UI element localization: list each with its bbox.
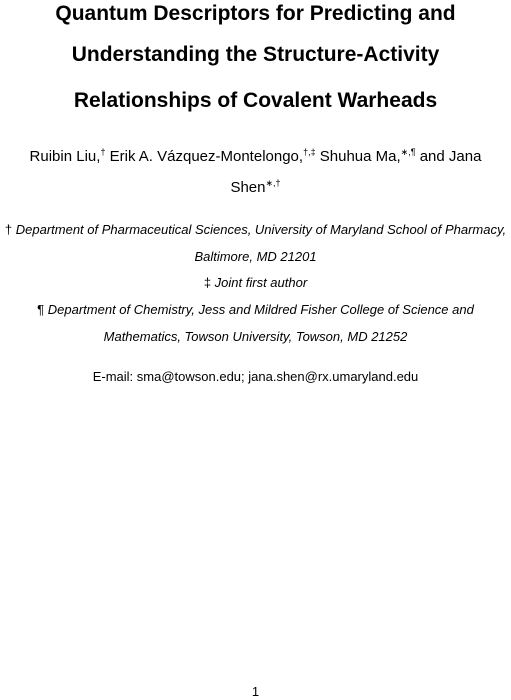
author-3-name: Shuhua Ma, [319,148,401,165]
affiliation-dagger-mark: † [4,222,13,237]
author-3-marks: ∗,¶ [400,147,416,157]
authors-line-2 [0,179,511,197]
affiliation-dagger-text-1: Department of Pharmaceutical Sciences, University of Maryland School of Pharmacy, [15,222,507,237]
author-4-name: Shen [230,179,266,196]
affiliation-pilcrow-line-2: Mathematics, Towson University, Towson, MD 21252 [103,329,408,344]
author-conjunction: and Jana [419,148,482,165]
author-1-marks: † [100,147,106,157]
authors-line-1 [0,148,511,166]
affiliation-ddagger-mark: ‡ [203,275,212,290]
affiliation-ddagger-text: Joint first author [214,275,308,290]
affiliation-pilcrow-line-1 [0,302,511,318]
title-line-2: Understanding the Structure-Activity [71,43,440,66]
author-1-name: Ruibin Liu, [29,148,101,165]
page-number: 1 [251,684,260,699]
author-2-marks: †,‡ [303,147,316,157]
affiliation-pilcrow-text-1: Department of Chemistry, Jess and Mildred Fisher College of Science and [47,302,474,317]
email-line: E-mail: sma@towson.edu; jana.shen@rx.umaryland.edu [92,369,419,384]
affiliation-dagger-line-2: Baltimore, MD 21201 [194,249,317,264]
affiliation-pilcrow-mark: ¶ [37,302,45,317]
title-line-3: Relationships of Covalent Warheads [73,89,438,112]
author-2-name: Erik A. Vázquez-Montelongo, [109,148,304,165]
author-4-marks: ∗,† [265,178,281,188]
affiliation-ddagger-line [0,275,511,291]
title-line-1: Quantum Descriptors for Predicting and [55,2,456,25]
affiliation-dagger-line-1 [0,222,511,238]
